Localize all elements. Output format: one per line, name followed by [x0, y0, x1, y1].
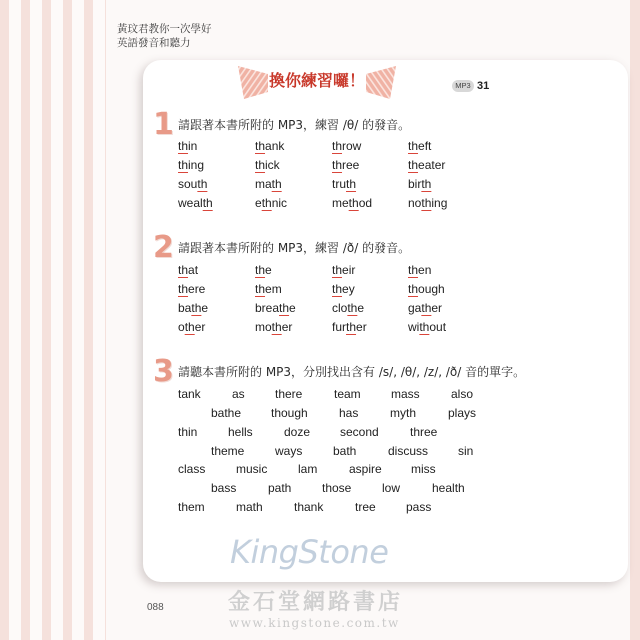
th-underline: th: [271, 320, 282, 334]
practice-word: they: [332, 282, 355, 296]
practice-word: there: [178, 282, 206, 296]
practice-word: theft: [408, 139, 432, 153]
th-underline: th: [421, 196, 432, 210]
practice-word: mother: [255, 320, 293, 334]
th-underline: th: [178, 158, 189, 172]
listening-word: as: [232, 387, 245, 401]
th-underline: th: [332, 282, 343, 296]
listening-word: tank: [178, 387, 201, 401]
word-grid: [178, 261, 484, 337]
th-underline: th: [419, 320, 430, 334]
th-underline: th: [279, 301, 290, 315]
word-grid: [178, 137, 484, 213]
th-underline: th: [408, 282, 419, 296]
listening-word: those: [322, 481, 352, 495]
th-underline: th: [408, 158, 419, 172]
th-underline: th: [255, 158, 266, 172]
listening-word: doze: [284, 425, 311, 439]
practice-word: their: [332, 263, 356, 277]
word-row: [143, 460, 628, 479]
listening-word: plays: [448, 406, 477, 420]
listening-word: pass: [406, 500, 432, 514]
practice-word: thing: [178, 158, 205, 172]
listening-word: them: [178, 500, 205, 514]
listening-word: hells: [228, 425, 253, 439]
practice-word: that: [178, 263, 199, 277]
th-underline: th: [255, 282, 266, 296]
word-row: [143, 423, 628, 442]
th-underline: th: [346, 320, 357, 334]
listening-word: theme: [211, 444, 245, 458]
practice-word: birth: [408, 177, 432, 191]
section-instruction: 請跟著本書所附的 MP3，練習 /ð/ 的發音。: [178, 241, 411, 255]
practice-word: breathe: [255, 301, 296, 315]
th-underline: th: [271, 177, 282, 191]
listening-word: team: [334, 387, 361, 401]
practice-word: then: [408, 263, 432, 277]
watermark-logo: KingStone: [230, 533, 389, 571]
practice-word: wealth: [178, 196, 213, 210]
listening-word: lam: [298, 462, 318, 476]
practice-word: thank: [255, 139, 285, 153]
listening-word: myth: [390, 406, 417, 420]
listening-word: discuss: [388, 444, 429, 458]
practice-word: bathe: [178, 301, 209, 315]
th-underline: th: [347, 301, 358, 315]
th-underline: th: [346, 177, 357, 191]
section-number: 2: [153, 230, 174, 265]
practice-word: south: [178, 177, 208, 191]
th-underline: th: [421, 177, 432, 191]
th-underline: th: [178, 263, 189, 277]
background-stripes-left: [0, 0, 106, 640]
background-stripes-right: [630, 0, 640, 640]
practice-word: clothe: [332, 301, 365, 315]
practice-word: throw: [332, 139, 362, 153]
th-underline: th: [261, 196, 272, 210]
practice-word: truth: [332, 177, 357, 191]
th-underline: th: [408, 263, 419, 277]
section-instruction: 請跟著本書所附的 MP3，練習 /θ/ 的發音。: [178, 118, 411, 132]
th-underline: th: [255, 263, 266, 277]
listening-word: mass: [391, 387, 420, 401]
practice-word: other: [178, 320, 206, 334]
th-underline: th: [178, 282, 189, 296]
section-number: 3: [153, 354, 174, 389]
practice-word: without: [408, 320, 447, 334]
th-underline: th: [255, 139, 266, 153]
section-instruction: 請聽本書所附的 MP3，分別找出含有 /s/, /θ/, /z/, /ð/ 音的單字。: [178, 365, 526, 379]
listening-word: bass: [211, 481, 237, 495]
mp3-track-number: 31: [477, 80, 490, 92]
listening-word: music: [236, 462, 268, 476]
listening-word: low: [382, 481, 401, 495]
section-3: [143, 354, 628, 527]
practice-word: thin: [178, 139, 198, 153]
practice-word: the: [255, 263, 272, 277]
th-underline: th: [348, 196, 359, 210]
listening-word: though: [271, 406, 308, 420]
listening-word: three: [410, 425, 438, 439]
page-number: 088: [147, 602, 164, 613]
listening-word: miss: [411, 462, 436, 476]
th-underline: th: [202, 196, 213, 210]
th-underline: th: [191, 301, 202, 315]
practice-word: further: [332, 320, 367, 334]
th-underline: th: [332, 158, 343, 172]
practice-word: method: [332, 196, 373, 210]
practice-word: nothing: [408, 196, 448, 210]
exercise-title: 換你練習囉！: [268, 71, 365, 90]
listening-word: health: [432, 481, 465, 495]
series-title-line1: 黃玟君教你一次學好: [117, 23, 212, 35]
watermark-url: www.kingstone.com.tw: [229, 616, 400, 630]
practice-word: ethnic: [255, 196, 288, 210]
mp3-badge: MP3: [452, 80, 474, 92]
th-underline: th: [178, 139, 189, 153]
listening-word: thin: [178, 425, 198, 439]
word-row: [143, 479, 628, 498]
listening-word: has: [339, 406, 359, 420]
th-underline: th: [421, 301, 432, 315]
series-title-line2: 英語發音和聽力: [117, 37, 191, 49]
listening-word: ways: [275, 444, 303, 458]
practice-word: them: [255, 282, 282, 296]
listening-word: also: [451, 387, 474, 401]
practice-word: gather: [408, 301, 443, 315]
ribbon-right-icon: [364, 63, 398, 101]
th-underline: th: [197, 177, 208, 191]
listening-word: math: [236, 500, 263, 514]
exercise-panel: [143, 60, 628, 582]
word-row: [143, 385, 628, 404]
watermark-store-name: 金石堂網路書店: [228, 589, 404, 615]
section-number: 1: [153, 107, 174, 142]
practice-word: thick: [255, 158, 280, 172]
th-underline: th: [332, 263, 343, 277]
listening-word: sin: [458, 444, 474, 458]
practice-word: math: [255, 177, 282, 191]
listening-word: bathe: [211, 406, 242, 420]
th-underline: th: [408, 139, 419, 153]
listening-word: path: [268, 481, 292, 495]
practice-word: theater: [408, 158, 446, 172]
word-row: [143, 442, 628, 461]
practice-word: though: [408, 282, 445, 296]
word-row: [143, 498, 628, 517]
listening-word: bath: [333, 444, 357, 458]
listening-word: thank: [294, 500, 324, 514]
listening-word: there: [275, 387, 303, 401]
listening-word: aspire: [349, 462, 382, 476]
listening-word: second: [340, 425, 379, 439]
listening-word: class: [178, 462, 206, 476]
th-underline: th: [332, 139, 343, 153]
word-row: [143, 404, 628, 423]
th-underline: th: [184, 320, 195, 334]
practice-word: three: [332, 158, 360, 172]
listening-word: tree: [355, 500, 376, 514]
